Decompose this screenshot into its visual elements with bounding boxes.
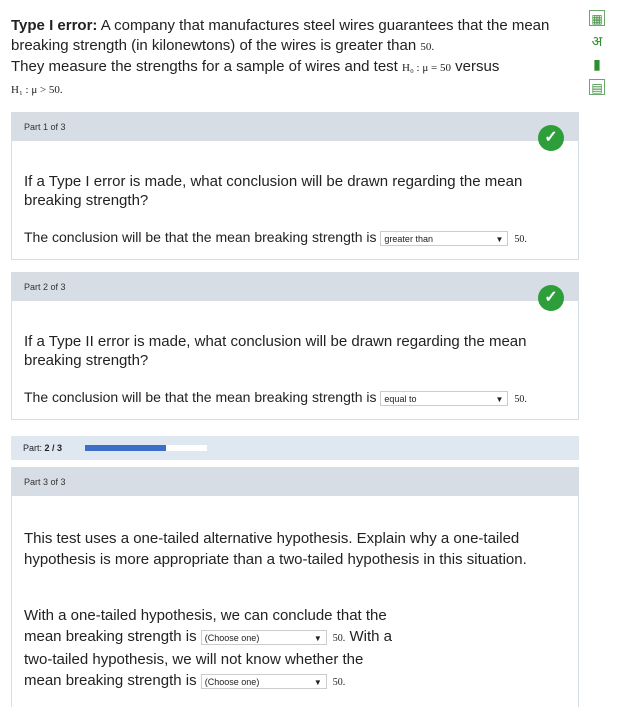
part-2-value: 50. [514, 394, 527, 405]
part-2-header: Part 2 of 3 [12, 273, 578, 301]
part-3-line-2 [24, 626, 444, 649]
part-1-card [11, 112, 579, 260]
part-2-question: If a Type II error is made, what conclusion will be drawn regarding the mean breaking strength? [24, 333, 527, 369]
part-3-select-2[interactable] [201, 674, 327, 689]
progress-track [85, 445, 207, 451]
progress-value: 2 / 3 [44, 443, 63, 453]
dropdown-arrow-icon: ▼ [313, 677, 322, 687]
part-2-select[interactable] [380, 391, 508, 406]
part-1-value: 50. [514, 234, 527, 245]
part-3-line-2-text: mean breaking strength is [24, 628, 197, 645]
part-3-card [11, 467, 579, 707]
problem-text: A company that manufactures steel wires guarantees that the mean breaking strength (in kilonewtons) of the wires is greater than [11, 17, 550, 54]
part-1-header: Part 1 of 3 [12, 113, 578, 141]
part-3-answer [24, 605, 444, 693]
check-icon: ✓ [538, 125, 564, 151]
tool-column [589, 10, 607, 102]
dropdown-arrow-icon: ▼ [495, 394, 504, 404]
chart-icon[interactable]: ▮ [593, 56, 601, 72]
problem-label: Type I error: [11, 17, 98, 34]
part-3-line-4 [24, 670, 444, 693]
part-3-select-1-value: (Choose one) [204, 632, 260, 643]
part-2-select-value: equal to [384, 393, 417, 404]
part-2-answer [24, 389, 527, 406]
progress-label: Part: [23, 443, 43, 453]
guarantee-value: 50. [420, 41, 435, 53]
part-3-line-2-suffix: With a [345, 628, 392, 645]
part-1-select-value: greater than [384, 233, 433, 244]
alt-hypothesis: H₁ : μ > 50. [11, 84, 63, 96]
part-1-answer [24, 229, 527, 246]
calculator-icon[interactable]: ▦ [589, 10, 605, 26]
part-3-value-1: 50. [332, 633, 346, 644]
notes-icon[interactable]: ▤ [589, 79, 605, 95]
progress-bar-row [11, 436, 579, 460]
part-1-question: If a Type I error is made, what conclusion will be drawn regarding the mean breaking strength? [24, 173, 523, 209]
progress-fill [85, 445, 166, 451]
part-3-line-4-text: mean breaking strength is [24, 672, 197, 689]
part-3-question: This test uses a one-tailed alternative hypothesis. Explain why a one-tailed hypothesis is more appropriate than a two-tailed hypothesis in this situation. [24, 530, 527, 568]
part-3-line-1: With a one-tailed hypothesis, we can conclude that the [24, 607, 387, 624]
part-3-line-3: two-tailed hypothesis, we will not know whether the [24, 651, 364, 668]
versus-text: versus [450, 58, 500, 75]
part-3-select-2-value: (Choose one) [204, 676, 260, 687]
problem-text-2: They measure the strengths for a sample of wires and test [11, 58, 403, 75]
part-2-card [11, 272, 579, 420]
dropdown-arrow-icon: ▼ [313, 633, 322, 643]
part-1-select[interactable] [380, 231, 508, 246]
part-2-answer-text: The conclusion will be that the mean breaking strength is [24, 389, 377, 405]
part-3-select-1[interactable] [201, 630, 327, 645]
dropdown-arrow-icon: ▼ [495, 234, 504, 244]
part-3-value-2: 50. [332, 677, 346, 688]
null-hypothesis: H₀ : μ = 50 [402, 62, 451, 74]
glossary-icon[interactable]: अ [591, 33, 603, 49]
part-1-answer-text: The conclusion will be that the mean breaking strength is [24, 229, 377, 245]
check-icon: ✓ [538, 285, 564, 311]
problem-statement [11, 16, 581, 100]
part-3-header: Part 3 of 3 [12, 468, 578, 496]
